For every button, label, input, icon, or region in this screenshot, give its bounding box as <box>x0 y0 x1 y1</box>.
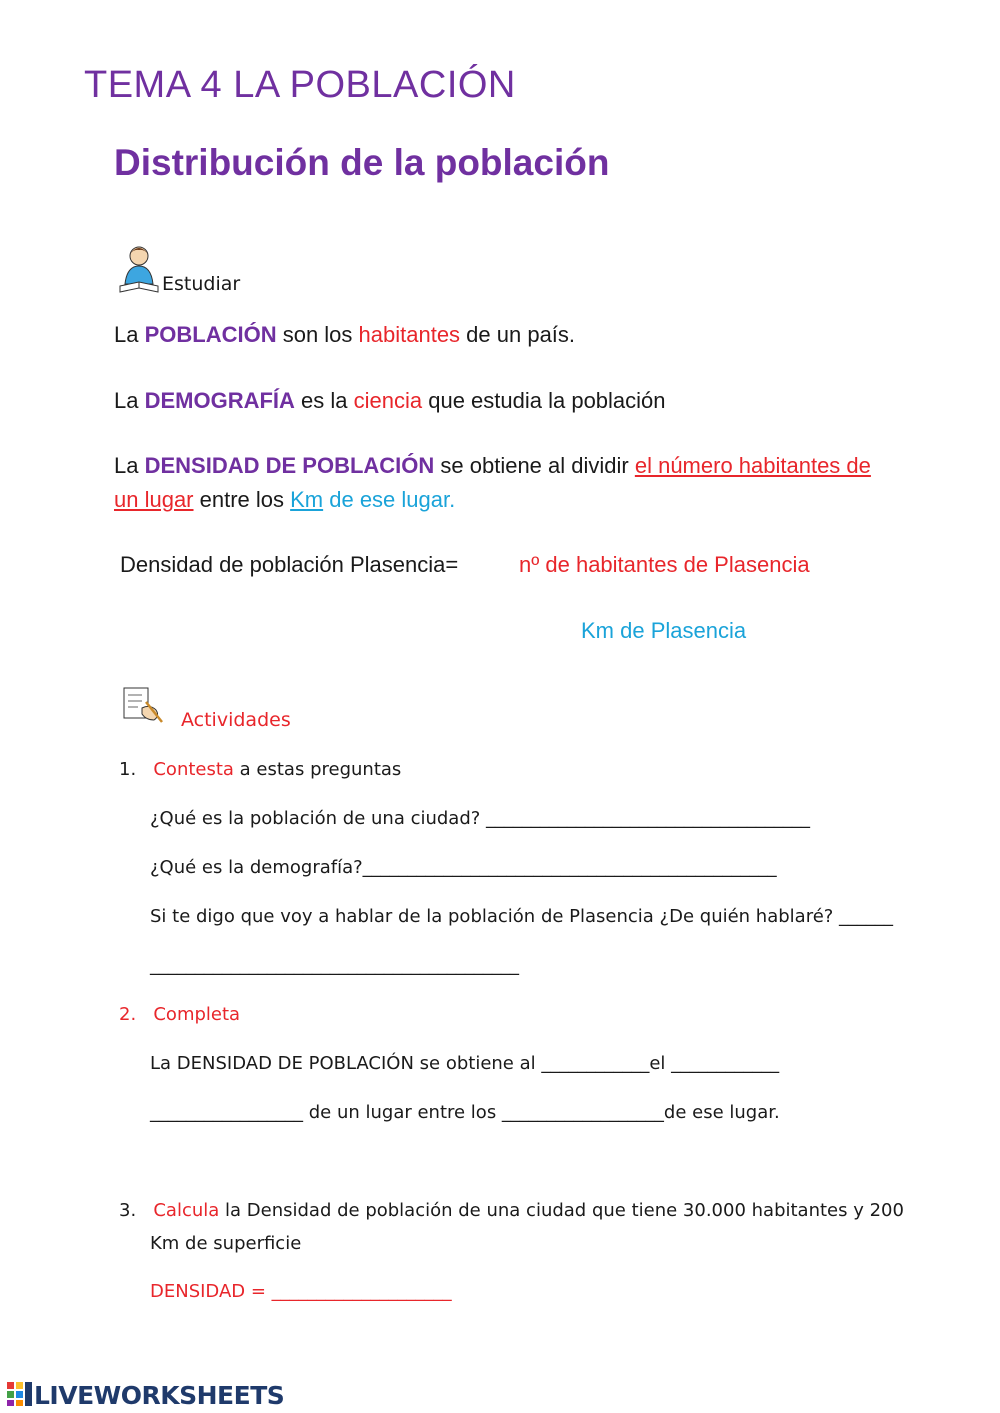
activities-label: Actividades <box>181 709 291 731</box>
student-reading-icon <box>118 244 160 294</box>
formula-numerator: nº de habitantes de Plasencia <box>519 552 810 577</box>
definition-densidad-cont: un lugar entre los Km de ese lugar. <box>114 487 456 512</box>
definition-poblacion: La POBLACIÓN son los habitantes de un país. <box>114 322 576 347</box>
question-3: 3. Calcula la Densidad de población de una ciudad que tiene 30.000 habitantes y 200 <box>119 1200 904 1221</box>
definition-densidad: La DENSIDAD DE POBLACIÓN se obtiene al dividir el número habitantes de <box>114 453 871 478</box>
definition-demografia: La DEMOGRAFÍA es la ciencia que estudia la población <box>114 388 666 413</box>
q2-line-1[interactable]: La DENSIDAD DE POBLACIÓN se obtiene al ____________el ____________ <box>150 1053 780 1074</box>
question-2: 2. Completa <box>119 1004 241 1025</box>
question-1: 1. Contesta a estas preguntas <box>119 759 402 780</box>
q1-answer-line[interactable]: _________________________________________ <box>150 955 519 976</box>
writing-hand-icon <box>120 686 166 726</box>
q1-prompt-3[interactable]: Si te digo que voy a hablar de la población de Plasencia ¿De quién hablaré? ______ <box>150 906 894 927</box>
question-3-cont: Km de superficie <box>150 1233 302 1254</box>
formula-label: Densidad de población Plasencia= <box>120 552 459 577</box>
densidad-answer[interactable]: DENSIDAD = ____________________ <box>150 1281 452 1302</box>
q1-prompt-1[interactable]: ¿Qué es la población de una ciudad? ____________________________________ <box>150 808 811 829</box>
q2-line-2[interactable]: _________________ de un lugar entre los __________________de ese lugar. <box>150 1102 780 1123</box>
worksheet-title: TEMA 4 LA POBLACIÓN <box>84 64 516 106</box>
brand-logo: LIVEWORKSHEETS <box>6 1381 284 1407</box>
section-heading: Distribución de la población <box>114 142 610 183</box>
study-label: Estudiar <box>162 273 241 295</box>
q1-prompt-2[interactable]: ¿Qué es la demografía?______________________________________________ <box>150 857 777 878</box>
formula-denominator: Km de Plasencia <box>581 618 747 643</box>
liveworksheets-logo-icon <box>6 1381 34 1407</box>
